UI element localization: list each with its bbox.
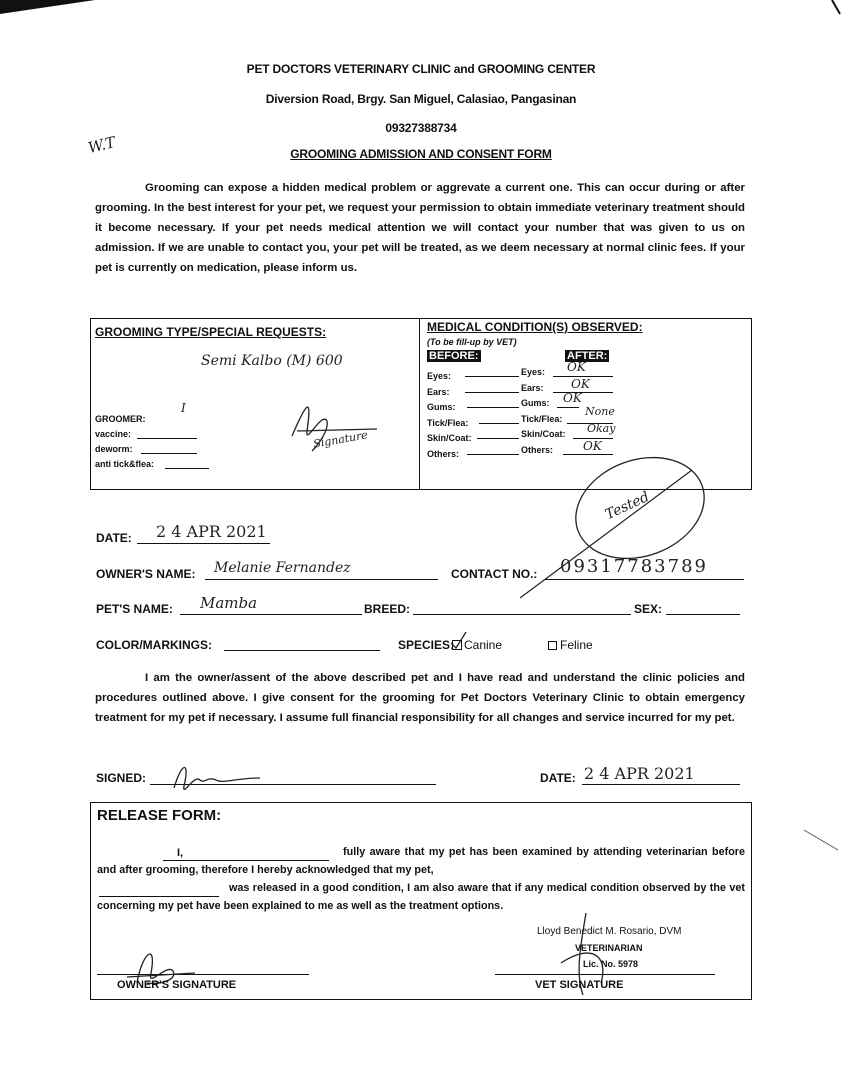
breed-line (413, 614, 631, 615)
before-line (477, 438, 519, 439)
signed-date-value: 2 4 APR 2021 (584, 764, 695, 783)
vaccine-line (137, 438, 197, 439)
form-title: GROOMING ADMISSION AND CONSENT FORM (290, 147, 552, 161)
before-line (479, 423, 519, 424)
after-field: Tick/Flea: (521, 413, 563, 424)
release-title: RELEASE FORM: (97, 807, 222, 824)
medical-title: MEDICAL CONDITION(S) OBSERVED: (427, 320, 643, 334)
grooming-request: Semi Kalbo (M) 600 (201, 353, 343, 369)
before-line (467, 407, 519, 408)
release-box (90, 802, 752, 1000)
vaccine-label: vaccine: (95, 429, 132, 439)
pet-value: Mamba (200, 594, 258, 612)
before-label: BEFORE: (429, 350, 479, 362)
consent-paragraph: I am the owner/assent of the above described pet and I have read and understand the clinic policies and procedures outlined above. I give consent for the grooming for Pet Doctors Veterinary Clinic to obtain emergency treatment for my pet if necessary. I assume full financial responsibility for all changes and service incurred for my pet. (95, 672, 745, 724)
release-text-2: was released in a good condition, I am also aware that if any medical condition observed by the vet concerning my pet have been explained to me as well as the treatment options. (97, 882, 745, 912)
before-field: Ears: (427, 386, 450, 397)
grooming-title: GROOMING TYPE/SPECIAL REQUESTS: (95, 325, 327, 339)
before-field: Others: (427, 448, 460, 459)
signed-label: SIGNED: (96, 771, 147, 785)
intro-paragraph: Grooming can expose a hidden medical problem or aggrevate a current one. This can occur during or after grooming. In the best interest for your pet, we request your permission to obtain immediate veterinary treatment should it become necessary. If your pet needs medical attention we will contact your number that was given to us on admission. If we are unable to contact you, your pet will be treated, as we deem necessary at normal clinic fees. If your pet is currently on medication, please inform us. (95, 182, 745, 274)
contact-label: CONTACT NO.: (451, 567, 538, 581)
groomer-label: GROOMER: (95, 414, 146, 424)
vet-name: Lloyd Benedict M. Rosario, DVM (537, 926, 682, 937)
vet-title: VETERINARIAN (575, 943, 643, 953)
clinic-address: Diversion Road, Brgy. San Miguel, Calasiao, Pangasinan (265, 92, 577, 106)
after-field: Gums: (521, 398, 550, 408)
after-value: OK (583, 438, 602, 453)
after-value: Okay (587, 422, 616, 435)
color-label: COLOR/MARKINGS: (96, 638, 212, 652)
groomer-signature (267, 391, 397, 461)
date-value: 2 4 APR 2021 (156, 522, 267, 541)
before-field: Skin/Coat: (427, 433, 472, 443)
after-line (557, 407, 579, 408)
feline-checkbox[interactable] (548, 641, 557, 650)
before-field: Gums: (427, 402, 456, 412)
deworm-line (141, 453, 197, 454)
before-line (465, 376, 519, 377)
vet-sig-line (495, 974, 715, 975)
after-field: Eyes: (521, 367, 546, 377)
margin-note: W.T (86, 132, 118, 158)
after-value: OK (563, 391, 582, 405)
owner-label: OWNER'S NAME: (96, 567, 196, 581)
antitick-line (165, 468, 209, 469)
release-i-label: I, (177, 847, 184, 859)
antitick-label: anti tick&flea: (95, 459, 155, 469)
owner-value: Melanie Fernandez (214, 560, 351, 576)
vet-scribble (480, 450, 720, 610)
before-field: Eyes: (427, 371, 452, 381)
owner-line (205, 579, 438, 580)
medical-rows (427, 360, 727, 459)
signed-date-line (582, 784, 740, 785)
release-text-1: fully aware that my pet has been examined by attending veterinarian before and after grooming, therefore I hereby acknowledged that my pet, (97, 846, 745, 876)
feline-label: Feline (560, 638, 593, 652)
edge-mark-right (800, 826, 842, 856)
groomer-value: I (181, 401, 186, 415)
pet-line (180, 614, 362, 615)
after-field: Skin/Coat: (521, 429, 566, 439)
signed-date-label: DATE: (540, 771, 576, 785)
sex-label: SEX: (634, 602, 663, 616)
date-label: DATE: (96, 531, 132, 545)
vet-sig-label: VET SIGNATURE (535, 979, 624, 991)
before-field: Tick/Flea: (427, 417, 469, 428)
species-label: SPECIES: (398, 638, 455, 652)
after-field: Ears: (521, 382, 544, 393)
corner-mark (0, 0, 100, 20)
after-label: AFTER: (567, 350, 608, 362)
after-value: OK (571, 376, 590, 391)
edge-mark (820, 0, 842, 20)
before-line (465, 392, 519, 393)
box-divider (419, 319, 420, 489)
clinic-phone: 09327388734 (385, 121, 457, 135)
contact-value: 09317783789 (560, 556, 708, 577)
after-line (553, 392, 613, 393)
signature-caption: Signature (312, 428, 369, 451)
canine-label: Canine (464, 638, 503, 652)
vet-lic: Lic. No. 5978 (583, 959, 639, 969)
contact-line (545, 579, 744, 580)
owner-sig-label: OWNER'S SIGNATURE (117, 979, 237, 991)
deworm-label: deworm: (95, 444, 133, 454)
date-line (137, 543, 270, 544)
after-value: OK (567, 360, 586, 374)
sex-line (666, 614, 740, 615)
owner-signature (164, 756, 274, 806)
after-value: None (585, 404, 615, 418)
after-field: Others: (521, 444, 554, 455)
medical-subtitle: (To be fill-up by VET) (427, 337, 517, 347)
stamp-note: Tested (602, 488, 652, 524)
pet-label: PET'S NAME: (96, 602, 173, 616)
color-line (224, 650, 380, 651)
breed-label: BREED: (364, 602, 411, 616)
clinic-name: PET DOCTORS VETERINARY CLINIC and GROOMING CENTER (246, 62, 596, 76)
